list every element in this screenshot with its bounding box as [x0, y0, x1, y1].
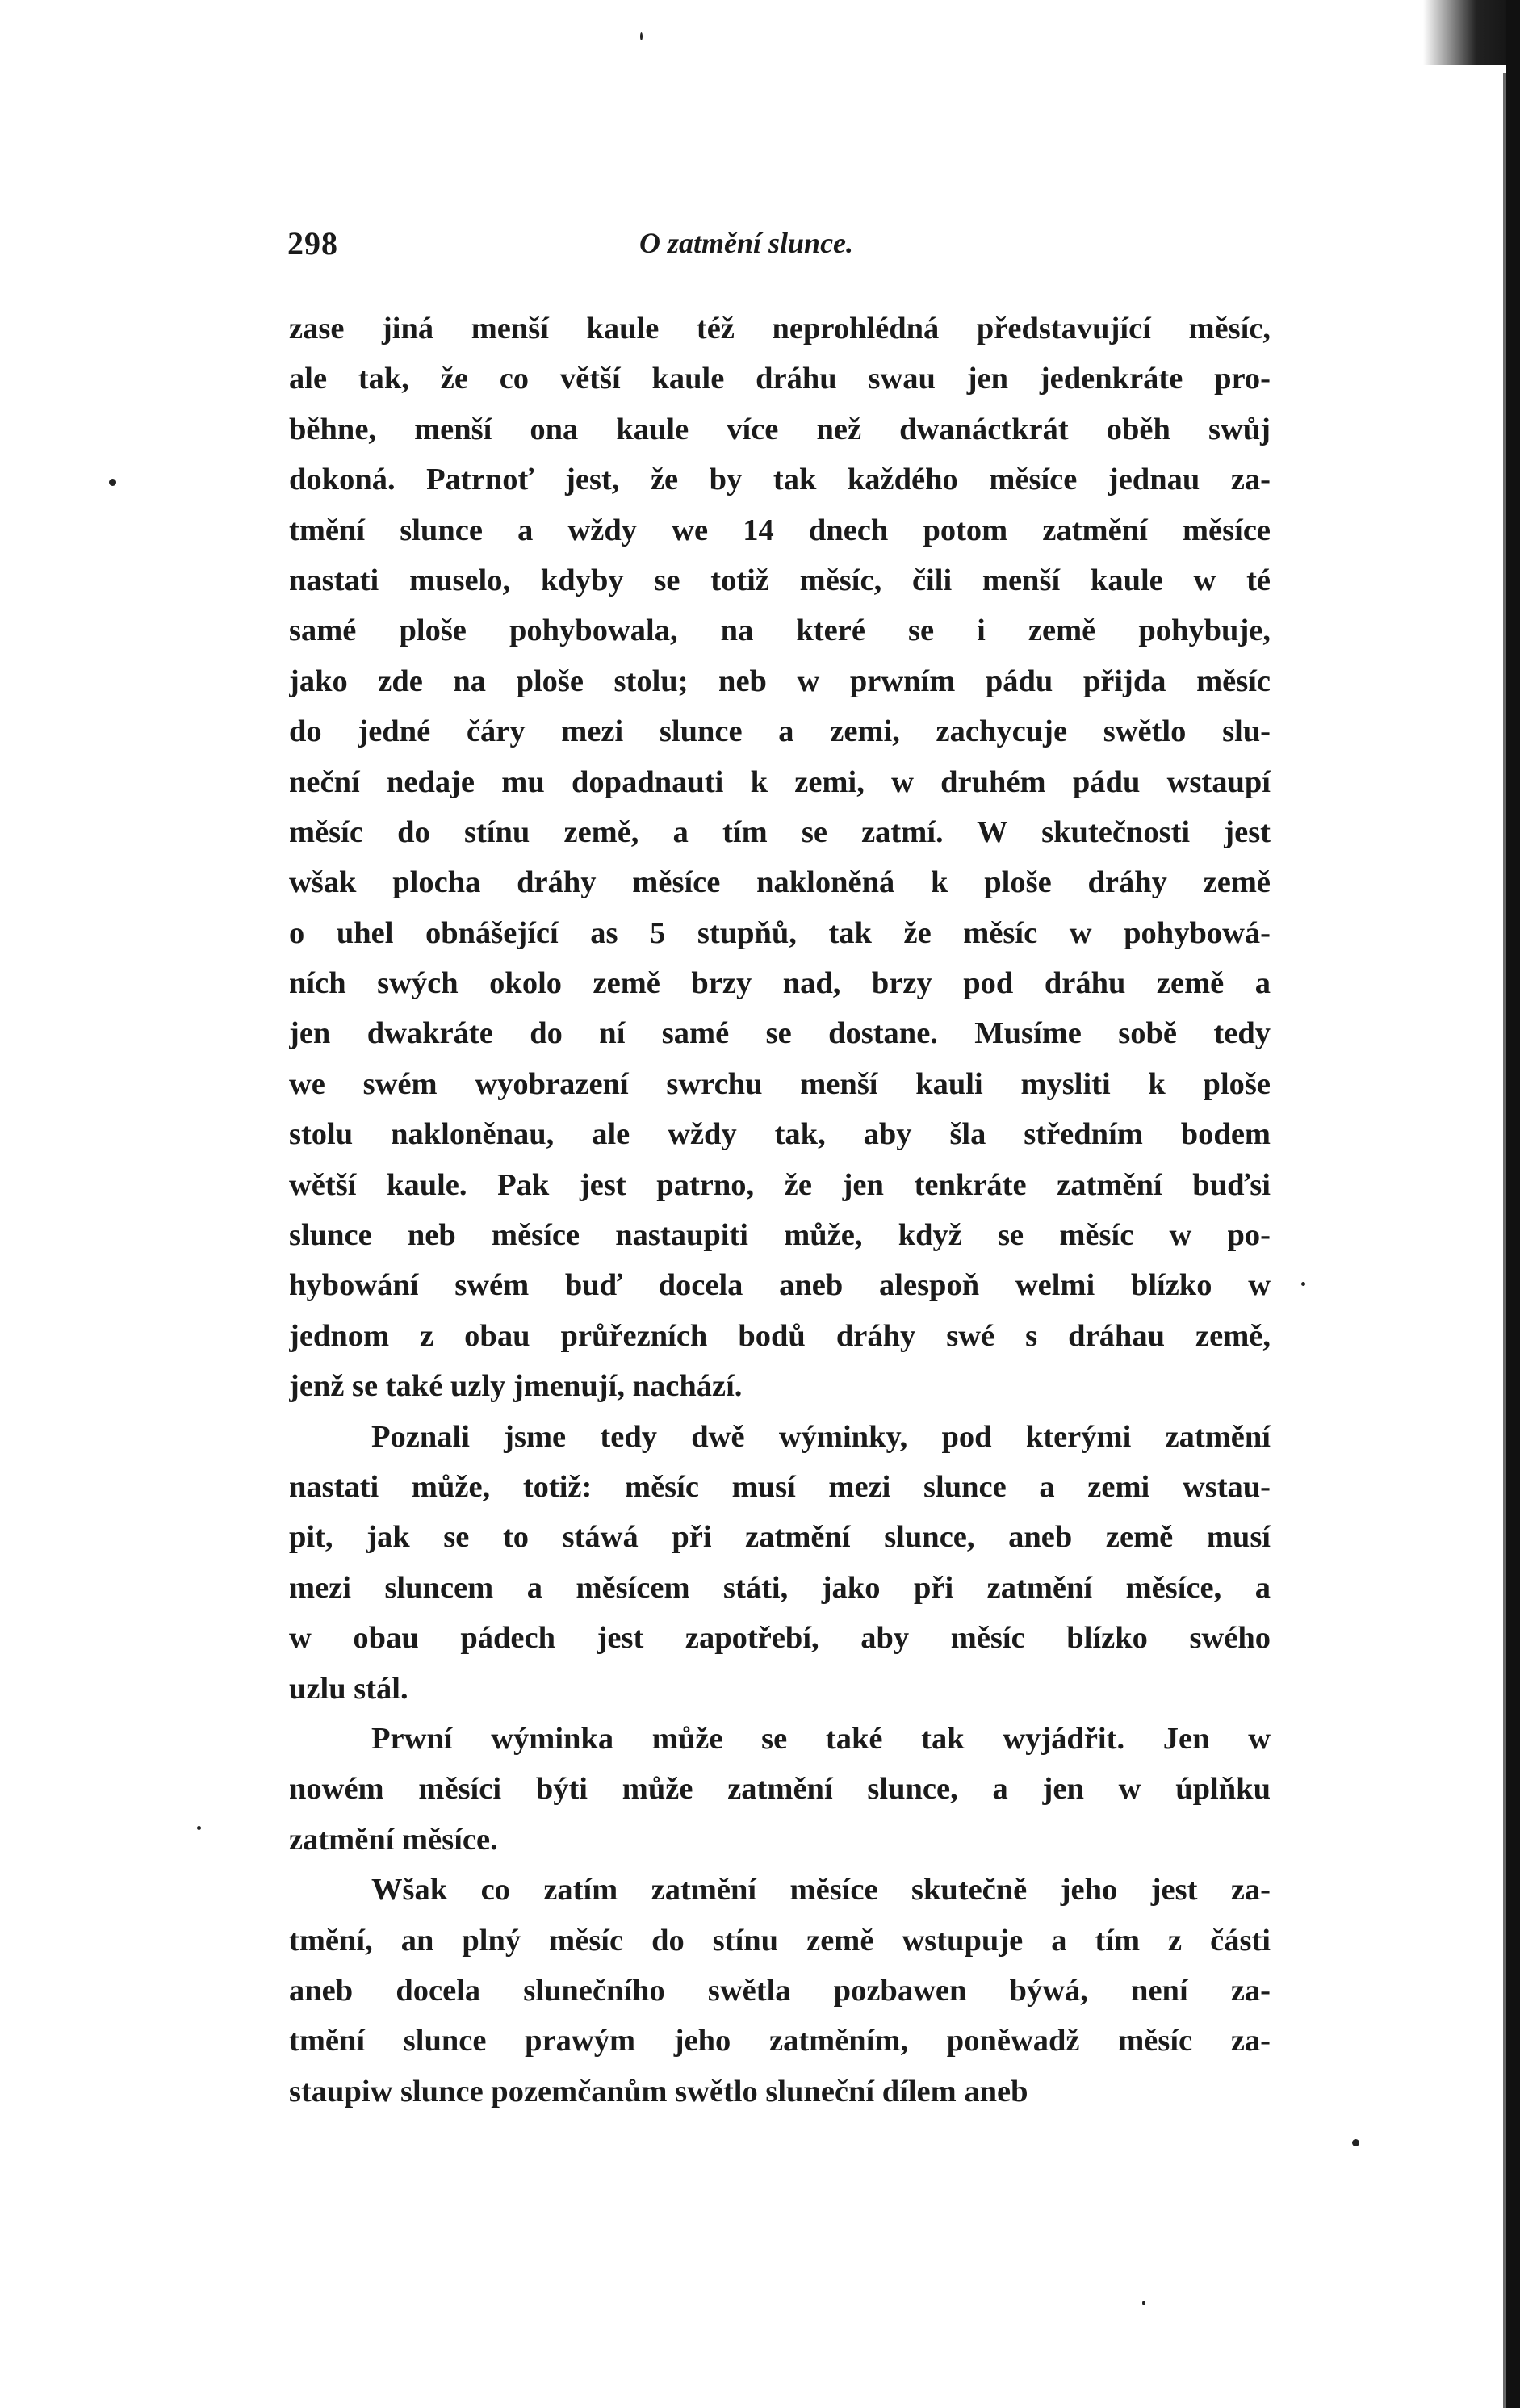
text-line: ale tak, že co větší kaule dráhu swau jen jedenkráte pro- [289, 362, 1271, 396]
page-number: 298 [287, 225, 338, 262]
text-line: nowém měsíci býti může zatmění slunce, a jen w úplňku [289, 1772, 1271, 1807]
text-line: nastati muselo, kdyby se totiž měsíc, čili menší kaule w té [289, 563, 1271, 597]
text-line: jenž se také uzly jmenují, nachází. [289, 1369, 743, 1404]
text-line: zatmění měsíce. [289, 1822, 498, 1857]
running-title: O zatmění slunce. [639, 227, 854, 259]
text-line: běhne, menší ona kaule více než dwanáctkrát oběh swůj [289, 412, 1271, 446]
text-line: w obau pádech jest zapotřebí, aby měsíc blízko swého [289, 1621, 1271, 1656]
text-line: o uhel obnášející as 5 stupňů, tak že měsíc w pohybowá- [289, 915, 1271, 950]
text-line: uzlu stál. [289, 1671, 408, 1706]
text-line: dokoná. Patrnoť jest, že by tak každého měsíce jednau za- [289, 463, 1271, 497]
text-line: slunce neb měsíce nastaupiti může, když se měsíc w po- [289, 1218, 1271, 1253]
text-line: tmění, an plný měsíc do stínu země wstupuje a tím z části [289, 1923, 1271, 1958]
text-line: Poznali jsme tedy dwě wýminky, pod kterými zatmění [371, 1419, 1271, 1454]
text-line: staupiw slunce pozemčanům swětlo sluneční dílem aneb [289, 2074, 1028, 2109]
paragraph [289, 304, 1271, 1412]
scan-speck [1142, 2301, 1145, 2305]
body-text [289, 304, 1271, 2117]
text-line: neční nedaje mu dopadnauti k zemi, w druhém pádu wstaupí [289, 764, 1271, 799]
text-line: wšak plocha dráhy měsíce nakloněná k ploše dráhy země [289, 865, 1271, 900]
paragraph [289, 1412, 1271, 1714]
text-line: we swém wyobrazení swrchu menší kauli mysliti k ploše [289, 1066, 1271, 1101]
text-line: jako zde na ploše stolu; neb w prwním pádu přijda měsíc [289, 664, 1271, 698]
paragraph [289, 1865, 1271, 2117]
text-line: nastati může, totiž: měsíc musí mezi slunce a zemi wstau- [289, 1469, 1271, 1504]
scan-edge-top [1423, 0, 1520, 65]
text-line: mezi sluncem a měsícem státi, jako při zatmění měsíce, a [289, 1570, 1271, 1605]
text-line: Wšak co zatím zatmění měsíce skutečně jeho jest za- [371, 1873, 1271, 1908]
text-line: jen dwakráte do ní samé se dostane. Musíme sobě tedy [289, 1016, 1271, 1051]
scan-speck [109, 479, 116, 486]
scan-speck [1301, 1282, 1305, 1286]
text-line: wětší kaule. Pak jest patrno, že jen tenkráte zatmění buďsi [289, 1167, 1271, 1202]
paragraph [289, 1714, 1271, 1865]
text-line: Prwní wýminka může se také tak wyjádřit. Jen w [371, 1721, 1271, 1756]
text-line: tmění slunce prawým jeho zatměním, poněwadž měsíc za- [289, 2024, 1271, 2058]
text-line: do jedné čáry mezi slunce a zemi, zachycuje swětlo slu- [289, 714, 1271, 749]
scan-edge [1506, 0, 1520, 2408]
scan-speck [1352, 2139, 1359, 2146]
text-line: jednom z obau průřezních bodů dráhy swé s dráhau země, [289, 1318, 1271, 1353]
page-header [287, 224, 1280, 273]
text-line: pit, jak se to stáwá při zatmění slunce, aneb země musí [289, 1520, 1271, 1555]
text-line: samé ploše pohybowala, na které se i země pohybuje, [289, 614, 1271, 648]
text-line: tmění slunce a wždy we 14 dnech potom zatmění měsíce [289, 513, 1271, 547]
text-line: aneb docela slunečního swětla pozbawen býwá, není za- [289, 1973, 1271, 2008]
text-line: zase jiná menší kaule též neprohlédná představující měsíc, [289, 312, 1271, 345]
scan-speck [640, 32, 643, 40]
text-line: hybowání swém buď docela aneb alespoň welmi blízko w [289, 1268, 1271, 1303]
scan-edge-shadow [1503, 73, 1506, 2408]
text-line: ních swých okolo země brzy nad, brzy pod dráhu země a [289, 966, 1271, 1001]
text-line: měsíc do stínu země, a tím se zatmí. W skutečnosti jest [289, 815, 1271, 849]
scan-speck [197, 1826, 201, 1830]
text-line: stolu nakloněnau, ale wždy tak, aby šla středním bodem [289, 1117, 1271, 1152]
